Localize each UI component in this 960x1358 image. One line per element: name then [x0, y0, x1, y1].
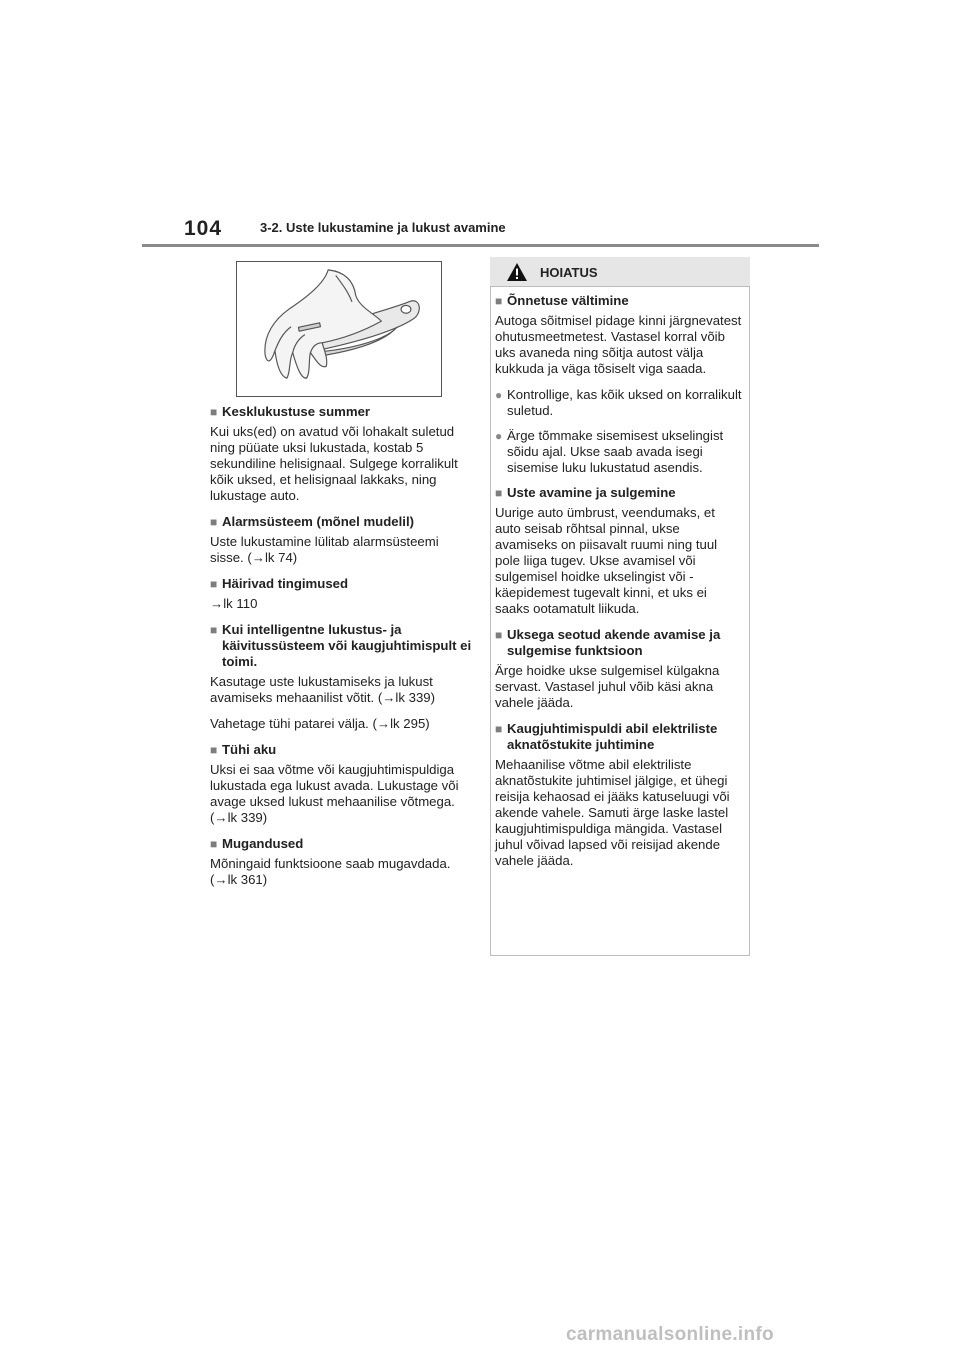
paragraph: Ärge hoidke ukse sulgemisel külgakna servast. Vastasel juhul võib käsi akna vahele jääda. [495, 663, 720, 710]
paragraph: Vahetage tühi patarei välja. (→lk 295) [210, 716, 430, 731]
square-marker-icon: ■ [210, 837, 218, 851]
section-heading [495, 485, 743, 501]
section-heading [210, 404, 472, 420]
section-heading [210, 622, 472, 670]
square-marker-icon: ■ [210, 405, 218, 419]
square-marker-icon: ■ [210, 623, 218, 637]
square-marker-icon: ■ [495, 722, 503, 736]
warning-triangle-icon [506, 262, 528, 282]
paragraph: Autoga sõitmisel pidage kinni järgnevatest ohutusmeetmetest. Vastasel korral võib uks avaneda ning sõitja autost välja kukkuda ja väga tõsiselt viga saada. [495, 313, 742, 376]
section-heading-text: Alarmsüsteem (mõnel mudelil) [222, 514, 414, 529]
paragraph: Uksi ei saa võtme või kaugjuhtimispuldiga lukustada ega lukust avada. Lukustage või avage uksed lukust mehaanilise võtmega. (→lk 339) [210, 762, 459, 825]
door-handle-illustration [236, 261, 442, 397]
paragraph: →lk 110 [210, 596, 258, 611]
section-heading [495, 721, 743, 753]
paragraph: Mehaanilise võtme abil elektriliste aknatõstukite juhtimisel jälgige, et ühegi reisija kehaosad ei jääks katuseluugi või akende vahele. Samuti ärge laske lastel kaugjuhtimispuldiga mängida. Vastasel juhul võivad lapsed või reisijad akende vahele jääda. [495, 757, 730, 868]
section-heading [495, 627, 743, 659]
section-title: 3-2. Uste lukustamine ja lukust avamine [260, 220, 506, 235]
page-number: 104 [184, 217, 223, 240]
section-heading-text: Kui intelligentne lukustus- ja käivitussüsteem või kaugjuhtimispult ei toimi. [222, 622, 472, 669]
section-heading-text: Tühi aku [222, 742, 277, 757]
left-column [210, 404, 472, 898]
watermark: carmanualsonline.info [566, 1324, 774, 1345]
paragraph: Uste lukustamine lülitab alarmsüsteemi sisse. (→lk 74) [210, 534, 439, 565]
bullet-text: Ärge tõmmake sisemisest ukselingist sõidu ajal. Ukse saab avada isegi sisemise luku lukustatud asendis. [507, 428, 724, 475]
warning-content [495, 293, 743, 879]
circle-bullet-icon: ● [495, 429, 503, 443]
bullet-text: Kontrollige, kas kõik uksed on korralikult suletud. [507, 387, 742, 418]
paragraph: Mõningaid funktsioone saab mugavdada. (→lk 361) [210, 856, 451, 887]
paragraph: Kui uks(ed) on avatud või lohakalt suletud ning püüate uksi lukustada, kostab 5 sekundiline helisignaal. Sulgege korralikult kõik uksed, et helisignaal lakkaks, ning lukustage auto. [210, 424, 458, 503]
paragraph: Kasutage uste lukustamiseks ja lukust avamiseks mehaanilist võtit. (→lk 339) [210, 674, 435, 705]
warning-header [490, 257, 750, 287]
section-heading-text: Kaugjuhtimispuldi abil elektriliste aknatõstukite juhtimine [507, 721, 718, 752]
bullet-item [495, 387, 743, 419]
square-marker-icon: ■ [210, 743, 218, 757]
section-heading-text: Uste avamine ja sulgemine [507, 485, 676, 500]
section-heading-text: Uksega seotud akende avamise ja sulgemise funktsioon [507, 627, 721, 658]
section-heading-text: Häirivad tingimused [222, 576, 349, 591]
section-heading [210, 576, 472, 592]
section-heading [495, 293, 743, 309]
square-marker-icon: ■ [495, 486, 503, 500]
bullet-item [495, 428, 743, 476]
section-heading [210, 742, 472, 758]
circle-bullet-icon: ● [495, 388, 503, 402]
square-marker-icon: ■ [495, 628, 503, 642]
header-divider [142, 244, 819, 247]
section-heading-text: Mugandused [222, 836, 304, 851]
square-marker-icon: ■ [210, 515, 218, 529]
square-marker-icon: ■ [210, 577, 218, 591]
square-marker-icon: ■ [495, 294, 503, 308]
section-heading-text: Kesklukustuse summer [222, 404, 371, 419]
section-heading-text: Õnnetuse vältimine [507, 293, 629, 308]
paragraph: Uurige auto ümbrust, veendumaks, et auto seisab rõhtsal pinnal, ukse avamiseks on piisavalt ruumi ning tuul pole liiga tugev. Ukse avamisel või sulgemisel hoidke ukselingist või - käepidemest tugevalt kinni, et uks ei saaks ootamatult liikuda. [495, 505, 718, 616]
warning-title: HOIATUS [540, 265, 598, 280]
section-heading [210, 514, 472, 530]
section-heading [210, 836, 472, 852]
